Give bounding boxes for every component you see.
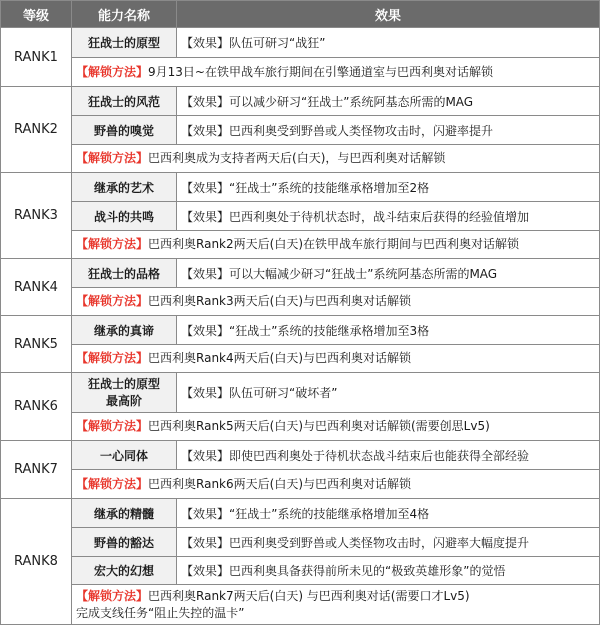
- table-row: [1, 441, 600, 470]
- effect-tag: 【效果】: [181, 36, 230, 50]
- unlock-text: 巴西利奥Rank4两天后(白天)与巴西利奥对话解锁: [148, 351, 411, 365]
- effect-text: 可以大幅减少研习“狂战士”系统阿基态所需的MAG: [229, 266, 498, 281]
- effect-tag: 【效果】: [181, 448, 230, 463]
- effect-text: 即使巴西利奥处于待机状态战斗结束后也能获得全部经验: [229, 448, 530, 463]
- ability-name: 战斗的共鸣: [72, 202, 177, 231]
- ability-name: 野兽的豁达: [72, 528, 177, 557]
- table-row: [1, 373, 600, 413]
- unlock-method: [72, 470, 600, 499]
- unlock-method: [72, 288, 600, 316]
- table-row: [1, 528, 600, 557]
- table-row: [1, 585, 600, 625]
- unlock-tag: 【解锁方法】: [76, 588, 149, 603]
- unlock-text: 巴西利奥Rank7两天后(白天) 与巴西利奥对话(需要口才Lv5): [148, 588, 470, 603]
- effect-tag: 【效果】: [181, 266, 230, 281]
- effect-text: 巴西利奥受到野兽或人类怪物攻击时，闪避率提升: [229, 123, 494, 138]
- table-row: [1, 470, 600, 499]
- effect-text: 巴西利奥受到野兽或人类怪物攻击时，闪避率大幅度提升: [229, 535, 530, 550]
- table-row: [1, 58, 600, 87]
- effect-text: “狂战士”系统的技能继承格增加至3格: [229, 323, 430, 338]
- effect-tag: 【效果】: [181, 180, 230, 195]
- unlock-tag: 【解锁方法】: [76, 294, 149, 308]
- unlock-text: 巴西利奥Rank6两天后(白天)与巴西利奥对话解锁: [148, 476, 411, 491]
- header-level: 等级: [1, 1, 72, 28]
- effect-tag: 【效果】: [181, 386, 230, 400]
- ability-effect: [177, 441, 600, 470]
- ability-name: 狂战士的品格: [72, 259, 177, 288]
- effect-text: 巴西利奥处于待机状态时，战斗结束后获得的经验值增加: [229, 209, 530, 224]
- table-row: [1, 345, 600, 373]
- unlock-method: [72, 585, 600, 625]
- rank-label: RANK7: [1, 441, 72, 499]
- effect-tag: 【效果】: [181, 564, 230, 578]
- table-row: [1, 499, 600, 528]
- ability-name: 一心同体: [72, 441, 177, 470]
- table-row: [1, 116, 600, 145]
- rank-label: RANK1: [1, 28, 72, 87]
- ability-effect: [177, 557, 600, 585]
- unlock-tag: 【解锁方法】: [76, 351, 149, 365]
- unlock-method: [72, 231, 600, 259]
- effect-text: 巴西利奥具备获得前所未见的“极致英雄形象”的觉悟: [229, 564, 506, 578]
- unlock-text: 巴西利奥成为支持者两天后(白天)，与巴西利奥对话解锁: [148, 151, 446, 165]
- effect-tag: 【效果】: [181, 506, 230, 521]
- rank-label: RANK5: [1, 316, 72, 373]
- unlock-text: 巴西利奥Rank2两天后(白天)在铁甲战车旅行期间与巴西利奥对话解锁: [148, 237, 519, 251]
- ability-effect: [177, 499, 600, 528]
- ability-effect: [177, 202, 600, 231]
- table-row: [1, 413, 600, 441]
- effect-tag: 【效果】: [181, 323, 230, 338]
- table-row: [1, 145, 600, 173]
- ability-name-line2: 最高阶: [105, 393, 142, 408]
- rank-label: RANK6: [1, 373, 72, 441]
- table-row: [1, 202, 600, 231]
- ability-name: 继承的精髓: [72, 499, 177, 528]
- ability-name-line1: 狂战士的原型: [87, 376, 160, 391]
- ability-effect: [177, 28, 600, 58]
- ability-effect: [177, 373, 600, 413]
- table-row: [1, 173, 600, 202]
- table-row: [1, 288, 600, 316]
- effect-text: 队伍可研习“战狂”: [229, 36, 326, 50]
- table-header: [1, 1, 600, 28]
- ability-name: 继承的真谛: [72, 316, 177, 345]
- unlock-tag: 【解锁方法】: [76, 237, 149, 251]
- unlock-tag: 【解锁方法】: [76, 419, 149, 433]
- ability-name: 狂战士的原型: [72, 28, 177, 58]
- ability-effect: [177, 528, 600, 557]
- ability-effect: [177, 116, 600, 145]
- unlock-text-line2: 完成支线任务“阻止失控的温卡”: [76, 605, 245, 620]
- rank-label: RANK3: [1, 173, 72, 259]
- unlock-text: 巴西利奥Rank5两天后(白天)与巴西利奥对话解锁(需要创思Lv5): [148, 419, 490, 433]
- unlock-method: [72, 58, 600, 87]
- ability-name: 宏大的幻想: [72, 557, 177, 585]
- header-ability: 能力名称: [72, 1, 177, 28]
- effect-tag: 【效果】: [181, 123, 230, 138]
- ability-effect: [177, 316, 600, 345]
- header-effect: 效果: [177, 1, 600, 28]
- effect-text: 队伍可研习“破坏者”: [229, 386, 338, 400]
- effect-text: 可以减少研习“狂战士”系统阿基态所需的MAG: [229, 94, 474, 109]
- effect-tag: 【效果】: [181, 209, 230, 224]
- ability-name: 狂战士的风范: [72, 87, 177, 116]
- unlock-method: [72, 413, 600, 441]
- ability-name: 继承的艺术: [72, 173, 177, 202]
- ability-name: [72, 373, 177, 413]
- table-row: [1, 316, 600, 345]
- unlock-method: [72, 345, 600, 373]
- table-row: [1, 557, 600, 585]
- unlock-text: 9月13日~在铁甲战车旅行期间在引擎通道室与巴西利奥对话解锁: [148, 64, 493, 79]
- effect-tag: 【效果】: [181, 94, 230, 109]
- ability-effect: [177, 87, 600, 116]
- table-row: [1, 231, 600, 259]
- unlock-text: 巴西利奥Rank3两天后(白天)与巴西利奥对话解锁: [148, 294, 411, 308]
- effect-text: “狂战士”系统的技能继承格增加至4格: [229, 506, 430, 521]
- rank-label: RANK8: [1, 499, 72, 625]
- unlock-tag: 【解锁方法】: [76, 151, 149, 165]
- table-row: [1, 259, 600, 288]
- table-row: [1, 87, 600, 116]
- unlock-tag: 【解锁方法】: [76, 476, 149, 491]
- effect-text: “狂战士”系统的技能继承格增加至2格: [229, 180, 430, 195]
- ability-name: 野兽的嗅觉: [72, 116, 177, 145]
- table-row: [1, 28, 600, 58]
- unlock-tag: 【解锁方法】: [76, 64, 149, 79]
- ability-effect: [177, 259, 600, 288]
- unlock-method: [72, 145, 600, 173]
- rank-label: RANK2: [1, 87, 72, 173]
- rank-label: RANK4: [1, 259, 72, 316]
- effect-tag: 【效果】: [181, 535, 230, 550]
- ability-effect: [177, 173, 600, 202]
